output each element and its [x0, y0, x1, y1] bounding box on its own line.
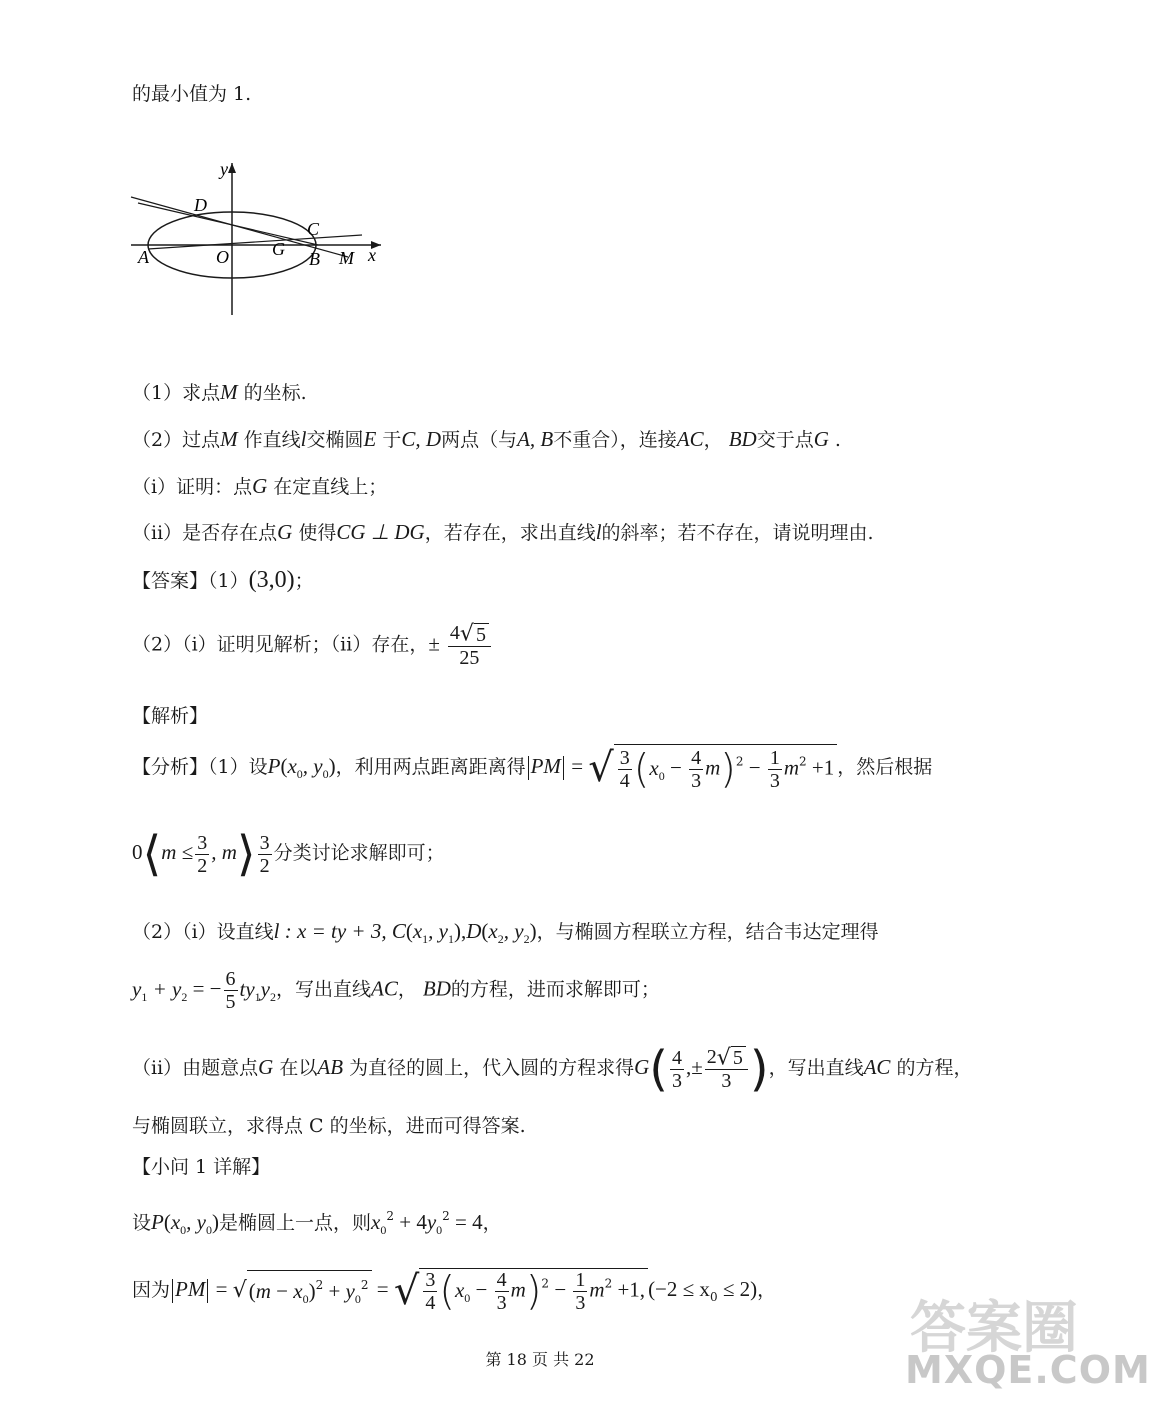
analysis-label: 【解析】	[132, 705, 209, 727]
label-M: M	[339, 248, 354, 268]
label-y: y	[220, 159, 228, 179]
answer-line-2: （2）（ⅰ）证明见解析；（ⅱ）存在，± $\frac{4√ 5}{25}$	[132, 622, 493, 669]
analysis-line-4: $y_1 + y_2$ = − $\frac{6}{5}$ $ty_1y_2$，写出直线AC， BD的方程，进而求解即可；	[132, 968, 660, 1013]
question-2-ii: （ⅱ）是否存在点G 使得CG ⊥ DG，若存在，求出直线l的斜率；若不存在，请说明理由.	[132, 520, 874, 544]
question-1: （1）求点M 的坐标.	[132, 380, 307, 404]
question-2: （2）过点M 作直线l交椭圆E 于C, D两点（与A, B不重合），连接AC， BD交于点G .	[132, 427, 841, 451]
sub-question-label: 【小问 1 详解】	[132, 1156, 271, 1178]
label-G: G	[272, 239, 285, 259]
label-C: C	[307, 219, 320, 239]
answer-line-1: 【答案】（1）(3,0)；	[132, 567, 314, 593]
analysis-line-2: 0⟨m ≤ $\frac{3}{2}$ , m⟩ $\frac{3}{2}$ 分类讨论求解即可；	[132, 826, 445, 882]
page-footer: 第 18 页 共 22	[485, 1350, 595, 1369]
watermark-logo: 答案圈	[910, 1296, 1078, 1361]
question-2-i: （ⅰ）证明：点G 在定直线上；	[132, 474, 388, 498]
label-O: O	[216, 247, 229, 267]
analysis-line-6: 与椭圆联立，求得点 C 的坐标，进而可得答案.	[132, 1115, 526, 1137]
label-B: B	[309, 249, 320, 269]
detail-line-1: 设$P(x_0$, $y_0$)是椭圆上一点，则$x_0^2 + 4y_0^2 = 4$，	[132, 1209, 502, 1237]
detail-line-2: 因为 PM = $√(m - x_0)^2 + y_0^2$ = √ $\frac{3}{4}$ ($x_0$ − $\frac{4}{3}$ m)$^2$ − $\frac{1}{3}$ $m^2 +1$, $(-2 \le x_0 \le 2)$，	[132, 1268, 777, 1315]
top-text: 的最小值为 1.	[132, 83, 252, 105]
label-x: x	[368, 245, 376, 265]
analysis-line-3: （2）（ⅰ）设直线l : x = ty + 3, $C(x_1$, $y_1),D(x_2$, $y_2$)，与椭圆方程联立方程，结合韦达定理得	[132, 919, 879, 946]
ellipse-figure	[126, 153, 396, 323]
watermark-text: MXQE.COM	[905, 1348, 1151, 1392]
analysis-line-1: 【分析】（1）设$P(x_0$, $y_0$)，利用两点距离距离得 PM = √ $\frac{3}{4}$ ($x_0$ − $\frac{4}{3}$ m)$^2$ − $\frac{1}{3}$ $m^2 +1$ ，然后根据	[132, 745, 933, 793]
label-D: D	[194, 195, 207, 215]
label-A: A	[138, 247, 149, 267]
analysis-line-5: （ⅱ）由题意点G 在以AB 为直径的圆上，代入圆的方程求得G( $\frac{4}{3}$ ,± $\frac{2√ 5}{3}$ )，写出直线AC 的方程，	[132, 1041, 973, 1097]
